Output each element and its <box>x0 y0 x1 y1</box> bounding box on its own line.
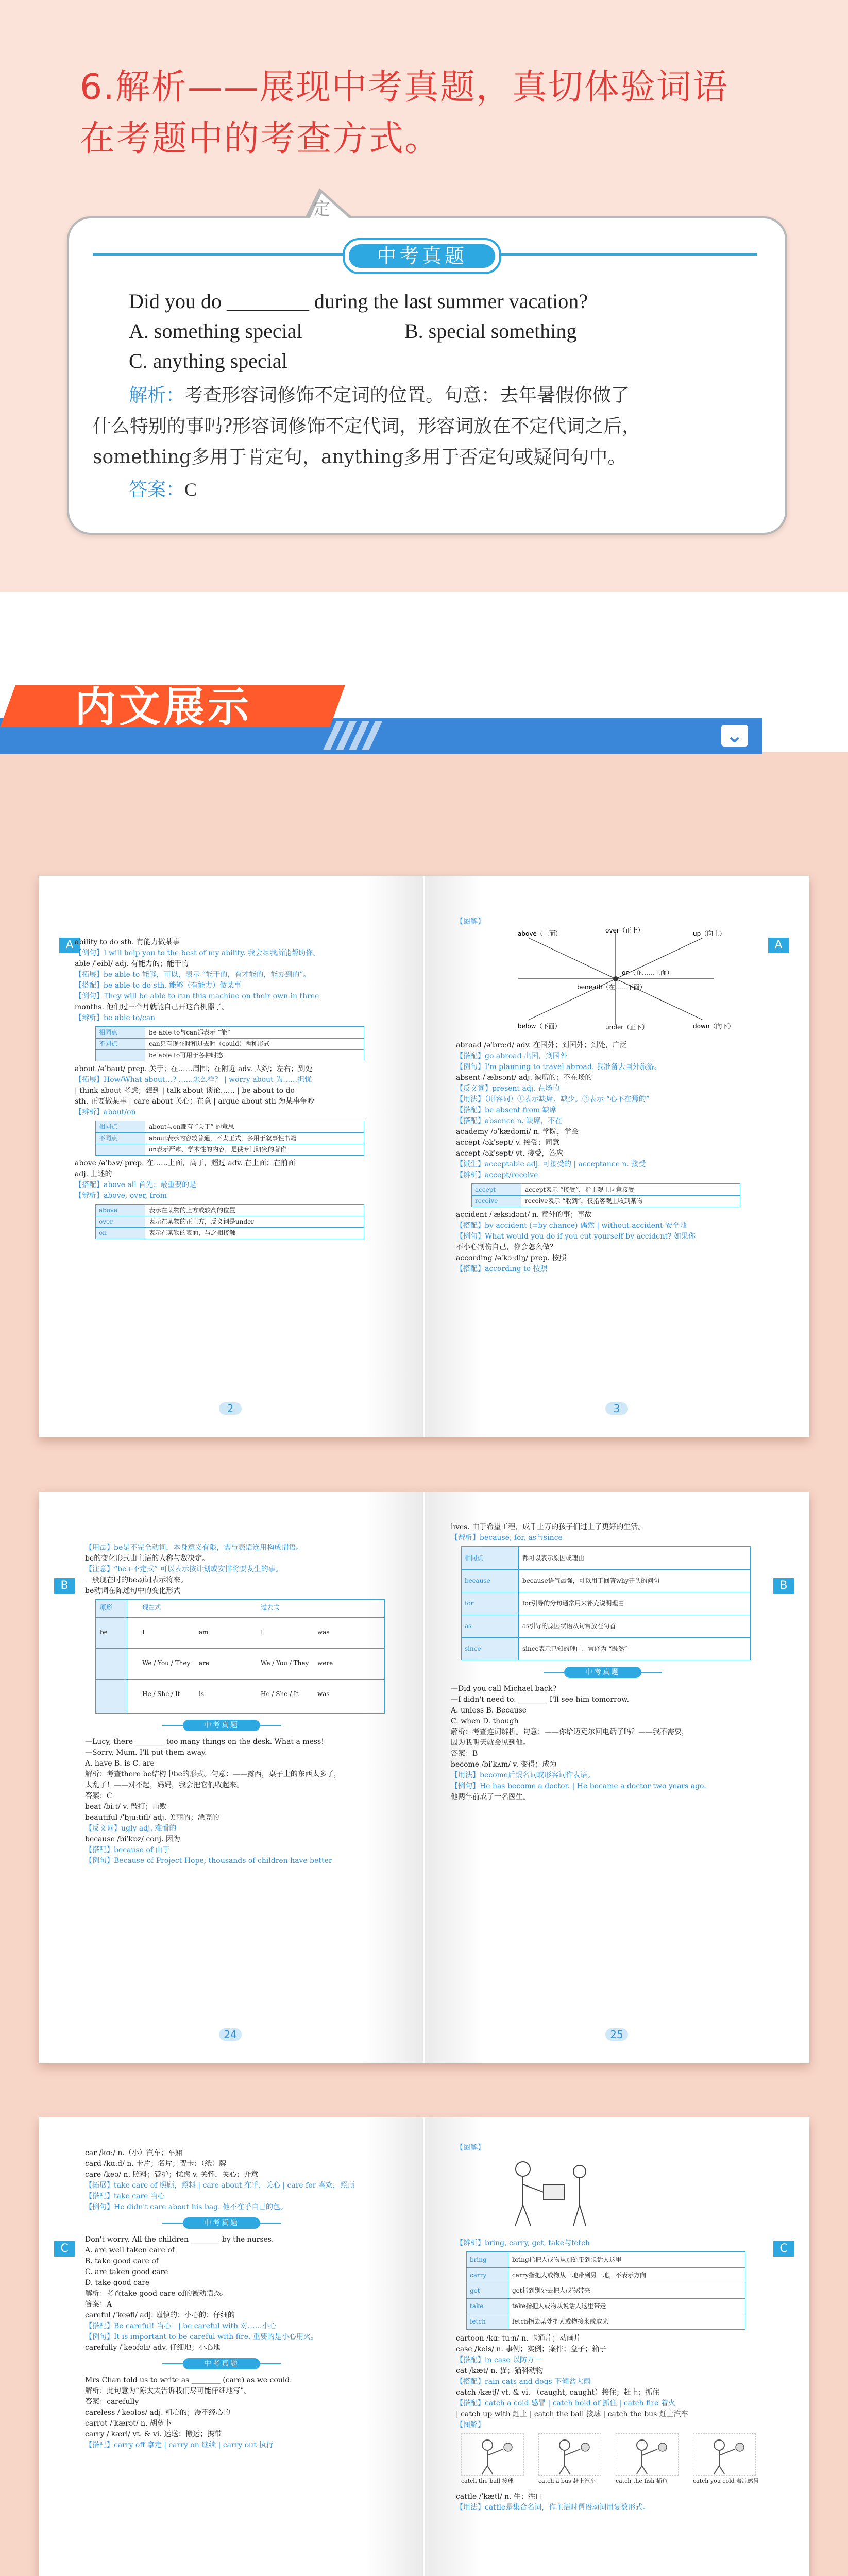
entry-line: A. are well taken care of <box>85 2246 175 2255</box>
entry-line: car /kɑː/ n.（小）汽车；车厢 <box>85 2149 182 2157</box>
diagram-label: up（向上） <box>693 930 726 937</box>
entry-line: careless /ˈkeələs/ adj. 粗心的；漫不经心的 <box>85 2409 231 2417</box>
entry-line: D. take good care <box>85 2279 150 2287</box>
page-right <box>425 876 809 1437</box>
table-cell: 相同点 <box>465 1554 484 1562</box>
entry-line: 解析：此句意为“陈太太告诉我们尽可能仔细地写”。 <box>85 2387 251 2395</box>
entry-line: 答案：B <box>451 1750 478 1758</box>
entry-line: be动词在陈述句中的变化形式 <box>85 1587 181 1595</box>
table-cell: accept表示 “接受”，指主观上同意接受 <box>525 1186 635 1193</box>
entry-line: 【用法】be是不完全动词，本身意义有限，需与表语连用构成谓语。 <box>85 1544 303 1552</box>
entry-line: accept /əkˈsept/ v. 接受；同意 <box>456 1139 560 1147</box>
letter-tab: A <box>768 938 789 953</box>
table-cell: fetch <box>470 2318 486 2325</box>
entry-line: abroad /əˈbrɔːd/ adv. 在国外；到国外；到处，广泛 <box>456 1041 627 1049</box>
entry-line: cat /kæt/ n. 猫；猫科动物 <box>456 2367 544 2375</box>
table-cell: We / You / They <box>142 1659 191 1667</box>
info-table <box>95 1026 364 1061</box>
analysis-label: 解析： <box>129 385 185 406</box>
table-cell: get <box>470 2287 480 2294</box>
entry-line: careful /ˈkeəfl/ adj. 谨慎的；小心的；仔细的 <box>85 2311 235 2319</box>
entry-line: carefully /ˈkeəfəli/ adv. 仔细地；小心地 <box>85 2344 221 2352</box>
page-right <box>425 2117 809 2576</box>
entry-line: above /əˈbʌv/ prep. 在……上面，高于，超过 adv. 在上面；在前面 <box>75 1159 295 1167</box>
table-cell: are <box>199 1659 209 1667</box>
letter-tab: B <box>54 1578 75 1594</box>
table-cell: 表示在某物的正上方，反义词是under <box>149 1218 254 1225</box>
catch-picture <box>616 2433 679 2476</box>
section-title: 内文展示 <box>75 683 252 731</box>
table-cell: receive <box>475 1197 498 1205</box>
picture-caption: catch the ball 接球 <box>461 2478 514 2484</box>
table-row-divider <box>96 1617 384 1618</box>
table-cell: 不同点 <box>99 1040 118 1047</box>
entry-line: 【例句】He didn't care about his bag. 他不在乎自己的包。 <box>85 2203 288 2211</box>
option-b: B. special something <box>404 319 577 343</box>
table-cell: can只有现在时和过去时（could）两种形式 <box>149 1040 270 1047</box>
entry-line: case /keis/ n. 事例；实例；案件；盒子；箱子 <box>456 2345 607 2353</box>
entry-line: beat /biːt/ v. 敲打；击败 <box>85 1803 167 1811</box>
table-row-divider <box>96 1132 364 1133</box>
diagram-label: above（上面） <box>518 930 562 937</box>
entry-line: 【搭配】go abroad 出国，到国外 <box>456 1052 568 1060</box>
table-cell: because <box>465 1577 490 1584</box>
table-cell: 表示在某物的上方或较高的位置 <box>149 1207 236 1214</box>
table-head-cell: 原形 <box>100 1604 113 1611</box>
entry-line: carry /ˈkæri/ vt. & vi. 运送；搬运；携带 <box>85 2430 222 2438</box>
be-verb-table <box>95 1599 385 1714</box>
table-cell: since表示已知的理由，常译为 “既然” <box>522 1645 627 1652</box>
tail-character: 定 <box>313 199 330 219</box>
entry-line: 他两年前成了一名医生。 <box>451 1793 530 1801</box>
entry-line: sth. 正要做某事 | care about 关心；在意 | argue about sth 为某事争吵 <box>75 1097 315 1106</box>
table-row-divider <box>96 1679 384 1680</box>
entry-line: 【搭配】according to 按照 <box>456 1265 548 1273</box>
question-text: Did you do ________ during the last summer vacation? <box>129 290 588 313</box>
table-cell: We / You / They <box>261 1659 309 1667</box>
entry-line: 【例句】He has become a doctor. | He became a doctor two years ago. <box>451 1782 706 1790</box>
entry-line: 【搭配】because of 由于 <box>85 1846 170 1854</box>
entry-line: 【拓展】How/What about…? ……怎么样？ | worry about 为……担忧 <box>75 1076 312 1084</box>
diagram-center <box>613 976 618 981</box>
answer-line <box>93 474 757 505</box>
exam-badge: 中考真题 <box>183 1720 260 1731</box>
entry-line: —Did you call Michael back? <box>451 1685 556 1693</box>
exam-badge: 中考真题 <box>564 1667 641 1678</box>
entry-line: cattle /ˈkætl/ n. 牛；牲口 <box>456 2493 543 2501</box>
table-cell: bring指把人或物从别处带到说话人这里 <box>512 2256 622 2263</box>
entry-line: 【派生】acceptable adj. 可接受的 | acceptance n. 接受 <box>456 1160 646 1168</box>
info-table <box>95 1121 364 1156</box>
table-row-divider <box>467 2298 745 2299</box>
letter-tab: B <box>773 1578 794 1594</box>
entry-line: 答案：carefully <box>85 2398 139 2406</box>
picture-caption: catch you cold 着凉感冒 <box>693 2478 759 2484</box>
answer-value: C <box>184 479 197 500</box>
entry-line: absent /ˈæbsənt/ adj. 缺席的；不在场的 <box>456 1074 592 1082</box>
table-head-cell: 现在式 <box>142 1604 161 1611</box>
entry-line: 【搭配】Be careful! 当心！| be careful with 对……小心 <box>85 2322 277 2330</box>
table-cell: is <box>199 1690 204 1698</box>
book-spread-2 <box>39 1492 809 2063</box>
entry-line: lives. 由于希望工程，成千上万的孩子们过上了更好的生活。 <box>451 1523 646 1531</box>
entry-line: 【搭配】be able to do sth. 能够（有能力）做某事 <box>75 981 242 990</box>
book-spread-3 <box>39 2117 809 2576</box>
diagram-label: on（在……上面） <box>622 969 673 976</box>
table-cell: as <box>465 1622 472 1630</box>
table-cell: fetch指去某处把人或物接来或取来 <box>512 2318 608 2325</box>
entry-line: 【用法】（形容词）①表示缺席、缺少。②表示 “心不在焉的” <box>456 1095 650 1104</box>
entry-line: 【搭配】above all 首先；最重要的是 <box>75 1181 197 1189</box>
carry-illustration <box>492 2154 605 2231</box>
table-cell: get指到别处去把人或物带来 <box>512 2287 590 2294</box>
entry-line: about /əˈbaut/ prep. 关于；在……周围；在附近 adv. 大约；左右；到处 <box>75 1065 313 1073</box>
page-number: 24 <box>219 2028 242 2041</box>
info-table <box>466 2251 745 2330</box>
table-cell: He / She / It <box>142 1690 180 1698</box>
picture-caption: catch the fish 捕鱼 <box>616 2478 668 2484</box>
table-row-divider <box>462 1569 750 1570</box>
entry-line: become /biˈkʌm/ v. 变得；成为 <box>451 1760 557 1769</box>
entry-line: because /biˈkɒz/ conj. 因为 <box>85 1835 180 1843</box>
table-cell: over <box>99 1218 113 1225</box>
entry-line: 【辨析】about/on <box>75 1108 136 1116</box>
entry-line: 【辨析】because, for, as与since <box>451 1534 563 1542</box>
page-left <box>39 1492 423 2063</box>
entry-line: 【搭配】catch a cold 感冒 | catch hold of 抓住 | catch fire 着火 <box>456 2399 675 2408</box>
diagram-label: down（向下） <box>693 1023 735 1030</box>
table-cell: 相同点 <box>99 1029 118 1036</box>
table-cell: because语气最强，可以用于回答why开头的问句 <box>522 1577 660 1584</box>
entry-line: adj. 上述的 <box>75 1170 112 1178</box>
answer-label: 答案： <box>129 479 185 500</box>
diagram-label: beneath（在……下面） <box>577 984 646 991</box>
entry-line: ability to do sth. 有能力做某事 <box>75 938 180 946</box>
entry-line: carrot /ˈkærət/ n. 胡萝卜 <box>85 2419 172 2428</box>
entry-line: 【例句】What would you do if you cut yourself by accident? 如果你 <box>456 1232 696 1241</box>
catch-picture <box>461 2433 524 2476</box>
option-c: C. anything special <box>129 349 287 372</box>
feature-heading-line1: 6.解析——展现中考真题，真切体验词语 <box>80 67 728 108</box>
entry-line: months. 他们过三个月就能自己开这台机器了。 <box>75 1003 229 1011</box>
table-cell: am <box>199 1629 209 1636</box>
entry-line: care /keə/ n. 照料；管护；忧虑 v. 关怀，关心；介意 <box>85 2171 259 2179</box>
table-cell: 不同点 <box>99 1134 118 1142</box>
chevron-down-icon[interactable]: ⌄ <box>721 725 748 747</box>
entry-line: Don't worry. All the children ________ by the nurses. <box>85 2235 274 2244</box>
table-row-divider <box>472 1195 740 1196</box>
entry-line: | think about 考虑；想到 | talk about 谈论…… | be about to do <box>75 1087 295 1095</box>
entry-line: 【搭配】take care 当心 <box>85 2192 165 2200</box>
entry-line: 一般现在时的be动词表示将来。 <box>85 1576 188 1584</box>
entry-line: 【搭配】rain cats and dogs 下倾盆大雨 <box>456 2378 591 2386</box>
table-cell: on <box>99 1229 107 1236</box>
table-cell: as引导的原因状语从句常放在句首 <box>522 1622 616 1630</box>
table-cell: on表示严肃、学术性的内容，是供专门研究的著作 <box>149 1146 286 1153</box>
entry-line: cartoon /kɑːˈtuːn/ n. 卡通片；动画片 <box>456 2334 582 2343</box>
page-left <box>39 876 423 1437</box>
option-a: A. something special <box>129 319 302 343</box>
entry-line: B. take good care of <box>85 2257 159 2265</box>
entry-line: 【拓展】take care of 照顾，照料 | care about 在乎，关心 | care for 喜欢，照顾 <box>85 2181 354 2190</box>
page-number: 25 <box>605 2028 628 2041</box>
table-head-column <box>96 1600 127 1713</box>
table-cell: receive表示 “收到”，仅指客观上收到某物 <box>525 1197 643 1205</box>
entry-line: C. when D. though <box>451 1717 519 1725</box>
picture-caption: catch a bus 赶上汽车 <box>538 2478 596 2484</box>
entry-line: 【例句】They will be able to run this machine on their own in three <box>75 992 319 1001</box>
figure-leg <box>580 2205 586 2226</box>
entry-line: | catch up with 赶上 | catch the ball 接球 | catch the bus 赶上汽车 <box>456 2410 688 2418</box>
entry-line: 【辨析】bring, carry, get, take与fetch <box>456 2239 590 2247</box>
entry-line: A. have B. is C. are <box>85 1759 155 1768</box>
table-row-divider <box>96 1038 364 1039</box>
info-table <box>95 1204 364 1239</box>
catch-picture <box>538 2433 601 2476</box>
table-cell: I <box>142 1629 145 1636</box>
table-head-cell: 过去式 <box>261 1604 280 1611</box>
exam-badge: 中考真题 <box>349 244 495 268</box>
figure-head <box>516 2162 530 2176</box>
table-row-divider <box>96 1049 364 1050</box>
entry-line: 【图解】 <box>456 2144 485 2152</box>
table-cell: 都可以表示原因或理由 <box>522 1554 585 1562</box>
entry-line: 【辨析】be able to/can <box>75 1014 156 1022</box>
entry-line: 答案：C <box>85 1792 112 1800</box>
entry-line: A. unless B. Because <box>451 1706 527 1715</box>
table-cell: be able to与can都表示 “能” <box>149 1029 230 1036</box>
entry-line: C. are taken good care <box>85 2268 168 2276</box>
entry-line: 太乱了！——对不起，妈妈，我会把它们收起来。 <box>85 1781 244 1789</box>
info-table <box>471 1183 740 1207</box>
diagram-label: over（正上） <box>605 927 644 934</box>
letter-tab: A <box>59 938 80 953</box>
entry-line: 【搭配】be absent from 缺席 <box>456 1106 557 1114</box>
exam-badge: 中考真题 <box>183 2217 260 2229</box>
entry-line: 【例句】Because of Project Hope, thousands of children have better <box>85 1857 332 1865</box>
entry-line: 【用法】become后跟名词或形容词作表语。 <box>451 1771 595 1780</box>
entry-line: 【图解】 <box>456 2421 485 2429</box>
table-cell: accept <box>475 1186 496 1193</box>
table-cell: take <box>470 2302 484 2310</box>
info-table <box>461 1546 751 1660</box>
table-cell: I <box>261 1629 263 1636</box>
table-row-divider <box>96 1227 364 1228</box>
entry-line: 解析：考查take good care of的被动语态。 <box>85 2290 228 2298</box>
entry-line: 因为我明天就会见到他。 <box>451 1739 530 1747</box>
table-cell: carry指把人或物从一地带到另一地，不表示方向 <box>512 2272 647 2279</box>
table-cell: be able to可用于各种时态 <box>149 1052 224 1059</box>
table-cell: were <box>317 1659 333 1667</box>
entry-line: 【用法】cattle是集合名词，作主语时谓语动词用复数形式。 <box>456 2503 650 2512</box>
book-spread-1 <box>39 876 809 1437</box>
table-cell: He / She / It <box>261 1690 299 1698</box>
diagram-label: under（正下） <box>605 1024 649 1030</box>
preposition-diagram <box>487 927 744 1030</box>
entry-line: 【搭配】in case 以防万一 <box>456 2356 542 2364</box>
table-cell: above <box>99 1207 117 1214</box>
table-cell: was <box>317 1629 330 1636</box>
table-cell: for引导的分句通常用来补充说明理由 <box>522 1600 624 1607</box>
entry-line: 【例句】I will help you to the best of my ability. 我会尽我所能帮助你。 <box>75 949 320 957</box>
table-row-divider <box>462 1637 750 1638</box>
feature-heading-line2: 在考题中的考查方式。 <box>80 118 441 159</box>
entry-line: according /əˈkɔːdiŋ/ prep. 按照 <box>456 1254 567 1262</box>
entry-line: 答案：A <box>85 2300 112 2309</box>
entry-line: 【反义词】present adj. 在场的 <box>456 1084 560 1093</box>
page-number: 2 <box>219 1402 242 1415</box>
entry-line: 解析：考查there be结构中be的形式。句意：——露西，桌子上的东西太多了， <box>85 1770 341 1778</box>
entry-line: 【注意】“be+不定式” 可以表示按计划或安排将要发生的事。 <box>85 1565 283 1573</box>
table-row-divider <box>96 1648 384 1649</box>
entry-line: able /ˈeibl/ adj. 有能力的；能干的 <box>75 960 189 968</box>
entry-line: 【搭配】carry off 拿走 | carry on 继续 | carry out 执行 <box>85 2441 274 2449</box>
entry-line: be的变化形式由主语的人称与数决定。 <box>85 1554 210 1563</box>
letter-tab: C <box>54 2241 75 2257</box>
box-shape <box>544 2184 564 2200</box>
entry-line: —Sorry, Mum. I'll put them away. <box>85 1749 207 1757</box>
exam-badge: 中考真题 <box>183 2358 260 2369</box>
catch-picture <box>693 2433 756 2476</box>
entry-line: 【图解】 <box>456 918 485 926</box>
entry-line: 解析：考查连词辨析。句意：——你给迈克尔回电话了吗？——我不需要， <box>451 1728 689 1736</box>
table-cell: be <box>100 1629 108 1636</box>
entry-line: catch /kætʃ/ vt. & vi. （caught, caught）接住；赶上；抓住 <box>456 2388 660 2397</box>
entry-line: 【辨析】above, over, from <box>75 1192 167 1200</box>
figure-leg <box>573 2205 580 2226</box>
figure-leg <box>523 2205 531 2226</box>
entry-line: 【拓展】be able to 能够，可以，表示 “能干的，有才能的，能办到的”。 <box>75 971 311 979</box>
entry-line: 【搭配】by accident (=by chance) 偶然 | without accident 安全地 <box>456 1222 687 1230</box>
entry-line: —I didn't need to. ________ I'll see him tomorrow. <box>451 1696 630 1704</box>
diagram-label: below（下面） <box>518 1023 561 1030</box>
page-number: 3 <box>605 1402 628 1415</box>
table-row-divider <box>467 2267 745 2268</box>
analysis-line2: 什么特别的事吗?形容词修饰不定代词，形容词放在不定代词之后， <box>93 416 641 437</box>
figure-leg <box>515 2205 523 2226</box>
table-cell: carry <box>470 2272 487 2279</box>
letter-tab: C <box>773 2241 794 2257</box>
figure-arm <box>523 2184 544 2192</box>
table-cell: for <box>465 1600 474 1607</box>
entry-line: accept /əkˈsept/ vt. 接受，答应 <box>456 1149 564 1158</box>
entry-line: beautiful /ˈbjuːtifl/ adj. 美丽的；漂亮的 <box>85 1814 219 1822</box>
page-right <box>425 1492 809 2063</box>
feature-heading <box>80 62 770 165</box>
table-cell: take指把人或物从说话人这里带走 <box>512 2302 606 2310</box>
entry-line: —Lucy, there ________ too many things on the desk. What a mess! <box>85 1738 324 1746</box>
entry-line: academy /əˈkædəmi/ n. 学院，学会 <box>456 1128 579 1136</box>
entry-line: Mrs Chan told us to write as ________ (care) as we could. <box>85 2376 292 2384</box>
table-cell: bring <box>470 2256 487 2263</box>
entry-line: 【搭配】absence n. 缺席，不在 <box>456 1117 563 1125</box>
entry-line: 【例句】I'm planning to travel abroad. 我准备去国外旅游。 <box>456 1063 662 1071</box>
entry-line: 【反义词】ugly adj. 难看的 <box>85 1824 177 1833</box>
table-cell: since <box>465 1645 481 1652</box>
entry-line: 【辨析】accept/receive <box>456 1171 538 1179</box>
entry-line: card /kɑːd/ n. 卡片；名片；贺卡；（纸）牌 <box>85 2160 227 2168</box>
figure-head <box>573 2165 586 2178</box>
entry-line: 不小心割伤自己，你会怎么做？ <box>456 1243 557 1251</box>
entry-line: 【例句】It is important to be careful with fire. 重要的是小心用火。 <box>85 2333 318 2341</box>
table-cell: 相同点 <box>99 1123 118 1130</box>
analysis-line1: 解析：考查形容词修饰不定词的位置。句意：去年暑假你做了 <box>129 385 630 406</box>
page-left <box>39 2117 423 2576</box>
table-cell: 表示在某物的表面，与之相接触 <box>149 1229 236 1236</box>
table-cell: about表示内容较普通，不太正式，多用于叙事性书籍 <box>149 1134 297 1142</box>
table-cell: about与on都有 “关于” 的意思 <box>149 1123 234 1130</box>
table-cell: was <box>317 1690 330 1698</box>
entry-line: accident /ˈæksidənt/ n. 意外的事；事故 <box>456 1211 592 1219</box>
analysis-line3: something多用于肯定句，anything多用于否定句或疑问句中。 <box>93 447 626 468</box>
